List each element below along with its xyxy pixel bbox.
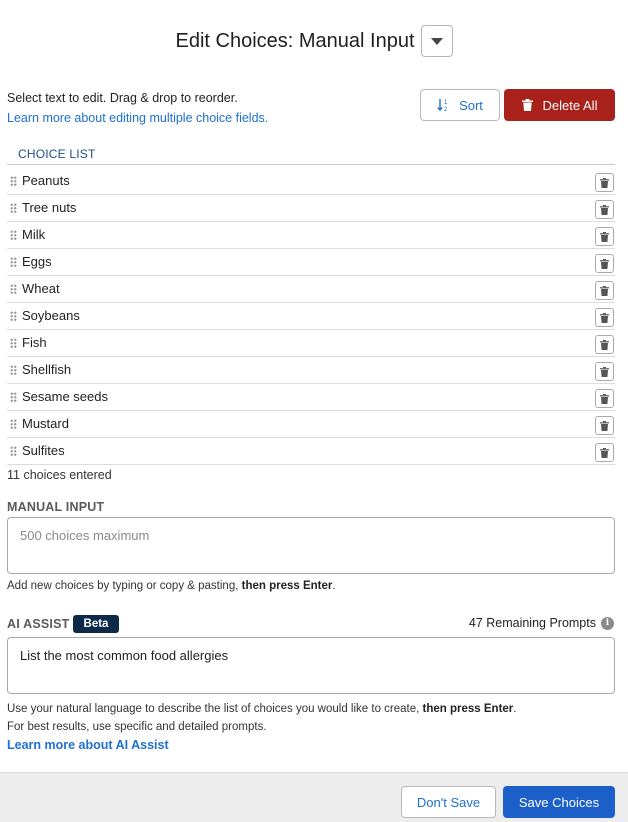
drag-handle-icon[interactable] [10, 230, 17, 240]
learn-more-ai-link[interactable]: Learn more about AI Assist [7, 738, 169, 752]
choice-label[interactable]: Fish [22, 335, 47, 350]
choice-row[interactable] [7, 222, 615, 249]
trash-icon [600, 205, 609, 215]
delete-all-button[interactable] [504, 89, 615, 121]
ai-prompt-field[interactable] [8, 638, 614, 693]
choice-label[interactable]: Mustard [22, 416, 69, 431]
choice-row[interactable] [7, 357, 615, 384]
sort-button[interactable] [420, 89, 500, 121]
choice-row[interactable] [7, 384, 615, 411]
info-icon[interactable]: i [601, 617, 614, 630]
drag-handle-icon[interactable] [10, 419, 17, 429]
dialog-title: Edit Choices: Manual Input [175, 29, 415, 52]
input-mode-dropdown[interactable] [421, 25, 453, 57]
trash-icon [600, 286, 609, 296]
ai-assist-tip: For best results, use specific and detailed prompts. [7, 721, 267, 733]
manual-input-field[interactable] [8, 518, 614, 573]
ai-assist-box [7, 637, 615, 694]
delete-all-label: Delete All [542, 97, 598, 113]
trash-icon [600, 313, 609, 323]
choice-count: 11 choices entered [7, 468, 112, 482]
drag-handle-icon[interactable] [10, 338, 17, 348]
choice-row[interactable] [7, 168, 615, 195]
trash-icon [600, 178, 609, 188]
manual-input-help: Add new choices by typing or copy & pasting, then press Enter. [7, 580, 336, 592]
sort-label: Sort [459, 97, 483, 113]
svg-text:2: 2 [444, 107, 448, 112]
trash-icon [522, 99, 533, 111]
choice-row[interactable] [7, 438, 615, 465]
trash-icon [600, 232, 609, 242]
learn-more-editing-link[interactable]: Learn more about editing multiple choice fields. [7, 111, 269, 125]
choice-row[interactable] [7, 276, 615, 303]
drag-handle-icon[interactable] [10, 365, 17, 375]
svg-text:1: 1 [444, 100, 448, 106]
delete-choice-button[interactable] [595, 200, 614, 219]
trash-icon [600, 421, 609, 431]
delete-choice-button[interactable] [595, 335, 614, 354]
dialog-header [0, 24, 628, 58]
dialog-footer [0, 772, 628, 822]
drag-handle-icon[interactable] [10, 176, 17, 186]
drag-handle-icon[interactable] [10, 392, 17, 402]
choice-list-header [7, 140, 615, 165]
remaining-prompts [469, 616, 614, 630]
beta-badge: Beta [73, 615, 119, 633]
choice-row[interactable] [7, 303, 615, 330]
delete-choice-button[interactable] [595, 308, 614, 327]
trash-icon [600, 259, 609, 269]
ai-assist-help: Use your natural language to describe the list of choices you would like to create, then press Enter. For best results, use specific and detailed prompts. [7, 700, 516, 736]
delete-choice-button[interactable] [595, 443, 614, 462]
remaining-prompts-text: 47 Remaining Prompts [468, 616, 596, 630]
save-choices-button[interactable]: Save Choices [503, 786, 615, 818]
delete-choice-button[interactable] [595, 227, 614, 246]
drag-handle-icon[interactable] [10, 203, 17, 213]
manual-input-box [7, 517, 615, 574]
choice-list [7, 168, 615, 465]
chevron-down-icon [431, 38, 443, 45]
choice-label[interactable]: Peanuts [22, 173, 70, 188]
dont-save-button[interactable]: Don't Save [401, 786, 496, 818]
choice-label[interactable]: Eggs [22, 254, 52, 269]
drag-handle-icon[interactable] [10, 311, 17, 321]
manual-input-label: MANUAL INPUT [7, 500, 105, 514]
delete-choice-button[interactable] [595, 173, 614, 192]
choice-row[interactable] [7, 411, 615, 438]
delete-choice-button[interactable] [595, 254, 614, 273]
trash-icon [600, 394, 609, 404]
delete-choice-button[interactable] [595, 362, 614, 381]
choice-label[interactable]: Tree nuts [22, 200, 77, 215]
trash-icon [600, 367, 609, 377]
drag-handle-icon[interactable] [10, 257, 17, 267]
choice-row[interactable] [7, 195, 615, 222]
choice-label[interactable]: Sesame seeds [22, 389, 108, 404]
choice-row[interactable] [7, 249, 615, 276]
delete-choice-button[interactable] [595, 281, 614, 300]
trash-icon [600, 448, 609, 458]
trash-icon [600, 340, 609, 350]
choice-list-title: CHOICE LIST [18, 147, 96, 161]
drag-handle-icon[interactable] [10, 284, 17, 294]
choice-row[interactable] [7, 330, 615, 357]
drag-handle-icon[interactable] [10, 446, 17, 456]
choice-label[interactable]: Soybeans [22, 308, 80, 323]
choice-label[interactable]: Milk [22, 227, 46, 242]
sort-ascending-icon [437, 98, 451, 112]
delete-choice-button[interactable] [595, 416, 614, 435]
ai-assist-label: AI ASSIST [7, 617, 70, 631]
instructions-text: Select text to edit. Drag & drop to reorder. [7, 91, 238, 105]
choice-label[interactable]: Shellfish [22, 362, 72, 377]
delete-choice-button[interactable] [595, 389, 614, 408]
choice-label[interactable]: Sulfites [22, 443, 65, 458]
choice-label[interactable]: Wheat [22, 281, 60, 296]
